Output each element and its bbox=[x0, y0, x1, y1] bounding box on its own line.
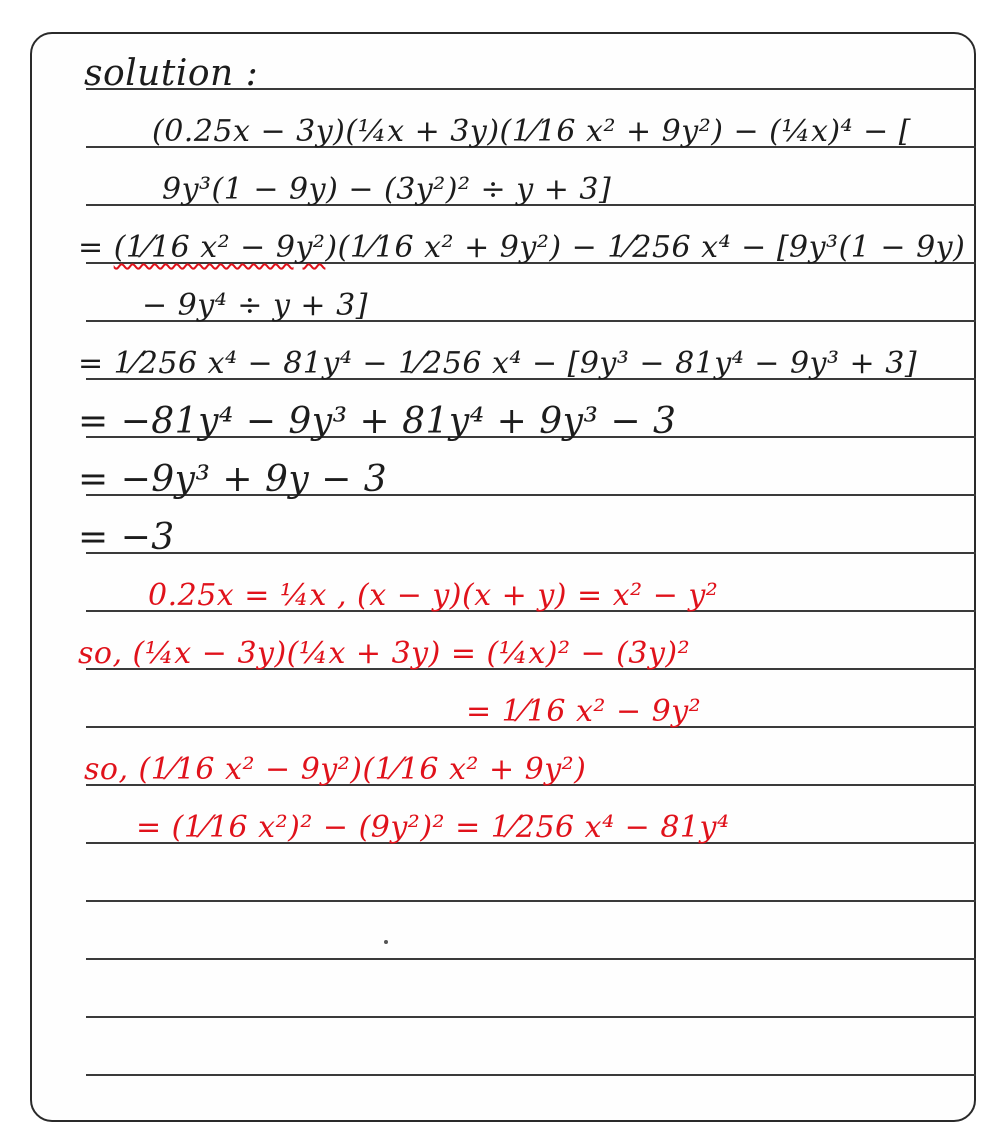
step-equals: = bbox=[78, 230, 114, 265]
note-step-2: so, (1⁄16 x² − 9y²)(1⁄16 x² + 9y²) bbox=[84, 752, 587, 787]
ruled-line bbox=[86, 1016, 976, 1018]
ruled-paper-sheet bbox=[30, 32, 976, 1122]
ruled-line bbox=[86, 552, 976, 554]
ruled-line bbox=[86, 958, 976, 960]
note-step-2-result: = (1⁄16 x²)² − (9y²)² = 1⁄256 x⁴ − 81y⁴ bbox=[136, 810, 730, 845]
note-identity: 0.25x = ¼x , (x − y)(x + y) = x² − y² bbox=[148, 578, 719, 613]
step-line-simplified: = 1⁄256 x⁴ − 81y⁴ − 1⁄256 x⁴ − [9y³ − 81y⁴ − 9y³ + 3] bbox=[78, 346, 918, 381]
ruled-line bbox=[86, 1074, 976, 1076]
final-answer: = −3 bbox=[78, 517, 175, 558]
step-line-reduced: = −9y³ + 9y − 3 bbox=[78, 459, 388, 500]
pen-dot bbox=[384, 940, 388, 944]
step-line-continued: − 9y⁴ ÷ y + 3] bbox=[142, 288, 368, 323]
step-line-expanded bbox=[78, 228, 965, 268]
solution-heading: solution : bbox=[84, 53, 259, 94]
ruled-line bbox=[86, 900, 976, 902]
squiggle-underlined-term: (1⁄16 x² − 9y² bbox=[113, 230, 326, 265]
step-line-combined: = −81y⁴ − 9y³ + 81y⁴ + 9y³ − 3 bbox=[78, 401, 677, 442]
expression-line-2: 9y³(1 − 9y) − (3y²)² ÷ y + 3] bbox=[162, 172, 612, 207]
expression-line-1: (0.25x − 3y)(¼x + 3y)(1⁄16 x² + 9y²) − (¼x)⁴ − [ bbox=[152, 114, 911, 149]
note-step-1-result: = 1⁄16 x² − 9y² bbox=[466, 694, 702, 729]
step-rest: )(1⁄16 x² + 9y²) − 1⁄256 x⁴ − [9y³(1 − 9y) bbox=[325, 230, 966, 265]
note-step-1: so, (¼x − 3y)(¼x + 3y) = (¼x)² − (3y)² bbox=[78, 636, 691, 671]
